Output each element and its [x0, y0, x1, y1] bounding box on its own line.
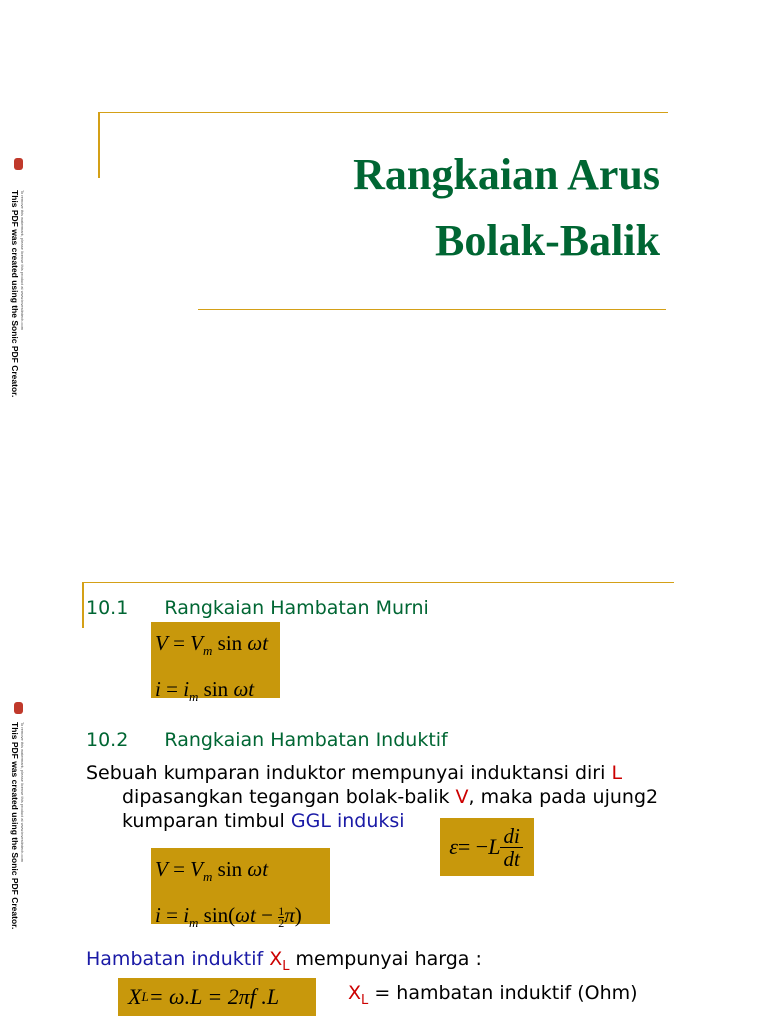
watermark-subtext: To remove this watermark, please license this product at www.investintech.com — [20, 190, 25, 331]
section-number: 10.2 — [86, 729, 129, 751]
equation-box-resistive — [151, 622, 280, 705]
xl-definition: $X_L$ = hambatan induktif (Ohm) — [348, 982, 638, 1008]
watermark-text: This PDF was created using the Sonic PDF Creator. — [10, 722, 20, 930]
equation-current: $i = i_m$ sin ωt — [155, 677, 255, 705]
fraction-one-half: $\frac{1}{2}$ — [278, 903, 285, 930]
pdf-logo-icon — [14, 158, 23, 170]
section-title: Rangkaian Hambatan Murni — [164, 597, 429, 619]
watermark-1 — [10, 158, 32, 397]
equation-current: $i = i_m$ sin(ωt − $\frac{1}{2}$ π) — [155, 903, 302, 931]
slide-title-line2: Bolak-Balik — [435, 216, 660, 265]
paragraph-line-3: kumparan timbul GGL induksi — [122, 810, 405, 832]
slide-title — [353, 142, 660, 274]
watermark-text: This PDF was created using the Sonic PDF Creator. — [10, 190, 20, 398]
section-10-1-heading — [86, 596, 429, 620]
equation-box-inductive — [151, 848, 330, 931]
slide-title-line1: Rangkaian Arus — [353, 150, 660, 199]
equation-box-emf: ε = − L $\frac{di}{dt}$ — [440, 818, 534, 876]
decor-rule-top-2 — [82, 582, 674, 583]
paragraph-line-1: Sebuah kumparan induktor mempunyai induktansi diri L — [86, 762, 623, 784]
watermark-2 — [10, 702, 32, 929]
equation-voltage: $V = V_m$ sin ωt — [155, 857, 269, 885]
section-number: 10.1 — [86, 597, 129, 619]
fraction-di-dt: $\frac{di}{dt}$ — [500, 825, 522, 870]
pdf-logo-icon — [14, 702, 23, 714]
paragraph — [86, 761, 706, 833]
watermark-subtext: To remove this watermark, please license this product at www.investintech.com — [20, 722, 25, 863]
symbol-L: L — [611, 762, 623, 784]
section-10-2-heading — [86, 728, 448, 752]
decor-rule-left-2 — [82, 582, 84, 628]
equation-voltage: $V = V_m$ sin ωt — [155, 631, 269, 659]
section-title: Rangkaian Hambatan Induktif — [164, 729, 448, 751]
symbol-V: V — [455, 786, 469, 808]
decor-rule-top — [98, 112, 668, 113]
equation-box-xl: X L = ω.L = 2πf .L — [118, 978, 316, 1016]
decor-rule-bottom — [198, 309, 666, 310]
xl-label: Hambatan induktif $X_L$ mempunyai harga : — [86, 948, 482, 974]
decor-rule-left — [98, 112, 100, 178]
paragraph-line-2: dipasangkan tegangan bolak-balik V, maka pada ujung2 — [122, 786, 659, 808]
term-ggl-induksi: GGL induksi — [290, 810, 405, 832]
